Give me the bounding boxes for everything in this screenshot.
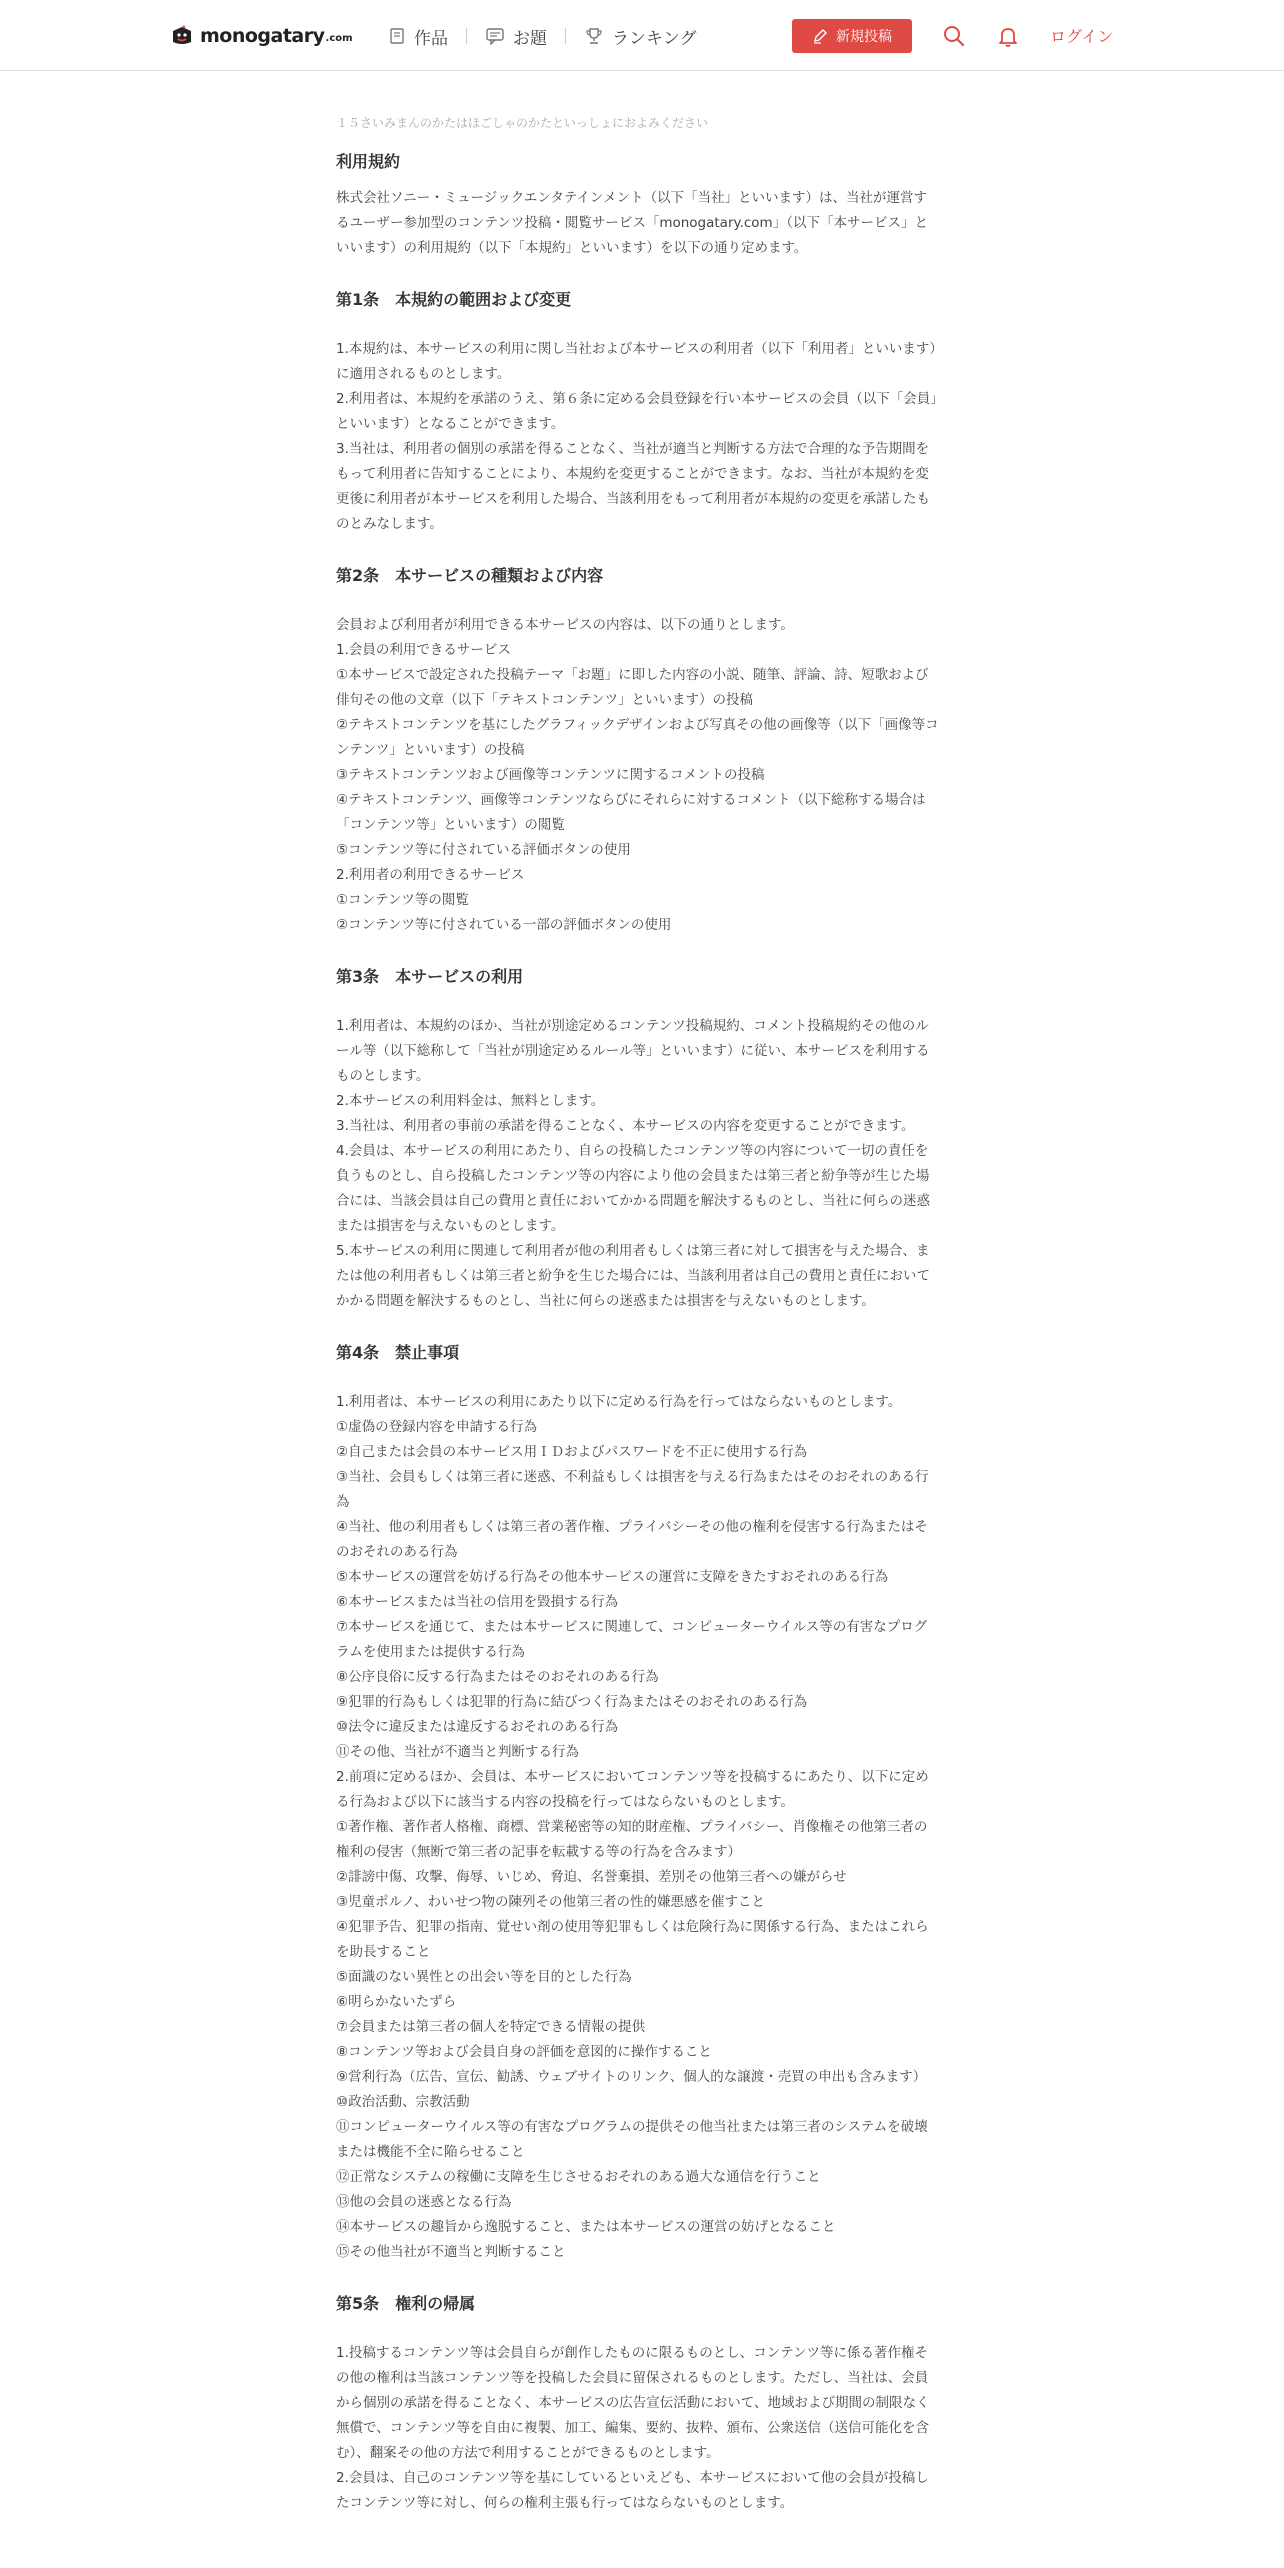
new-post-button[interactable] bbox=[792, 19, 912, 53]
terms-content bbox=[336, 112, 940, 2516]
section-line: ④当社、他の利用者もしくは第三者の著作権、プライバシーその他の権利を侵害する行為またはそのおそれのある行為 bbox=[336, 1519, 928, 1560]
section-line: ⑨営利行為（広告、宣伝、勧誘、ウェブサイトのリンク、個人的な譲渡・売買の申出も含みます） bbox=[336, 2069, 927, 2085]
section-line: ③当社、会員もしくは第三者に迷惑、不利益もしくは損害を与える行為またはそのおそれのある行為 bbox=[336, 1469, 929, 1510]
section-line: 3.当社は、利用者の事前の承諾を得ることなく、本サービスの内容を変更することができます。 bbox=[336, 1118, 915, 1134]
section-line: ①虚偽の登録内容を申請する行為 bbox=[336, 1419, 538, 1435]
section-line: ⑮その他当社が不適当と判断すること bbox=[336, 2244, 566, 2260]
section-line: ④犯罪予告、犯罪の指南、覚せい剤の使用等犯罪もしくは危険行為に関係する行為、またはこれらを助長すること bbox=[336, 1919, 929, 1960]
nav-divider bbox=[565, 28, 566, 44]
section-line: ⑩政治活動、宗教活動 bbox=[336, 2094, 470, 2110]
section-line: ⑨犯罪的行為もしくは犯罪的行為に結びつく行為またはそのおそれのある行為 bbox=[336, 1694, 808, 1710]
section-line: ①コンテンツ等の閲覧 bbox=[336, 892, 469, 908]
section-line: 会員および利用者が利用できる本サービスの内容は、以下の通りとします。 bbox=[336, 617, 794, 633]
section-line: ⑧コンテンツ等および会員自身の評価を意図的に操作すること bbox=[336, 2044, 712, 2060]
new-post-label: 新規投稿 bbox=[836, 29, 892, 45]
logo-text: monogatary bbox=[200, 25, 325, 47]
section-line: ⑦会員または第三者の個人を特定できる情報の提供 bbox=[336, 2019, 646, 2035]
section-line: ⑤面識のない異性との出会い等を目的とした行為 bbox=[336, 1969, 632, 1985]
main-nav bbox=[388, 22, 697, 50]
section-line: ⑪コンピューターウイルス等の有害なプログラムの提供その他当社または第三者のシステムを破壊または機能不全に陥らせること bbox=[336, 2119, 928, 2160]
nav-ranking-label: ランキング bbox=[612, 28, 697, 49]
intro-paragraph: 株式会社ソニー・ミュージックエンタテインメント（以下「当社」といいます）は、当社が運営するユーザー参加型のコンテンツ投稿・閲覧サービス「monogatary.com」（以下「本サービス」といいます）の利用規約（以下「本規約」といいます）を以下の通り定めます。 bbox=[336, 190, 928, 256]
section-body bbox=[336, 1014, 940, 1314]
terms-sections bbox=[336, 287, 940, 2516]
section-line: ⑬他の会員の迷惑となる行為 bbox=[336, 2194, 512, 2210]
section-title: 第4条 禁止事項 bbox=[336, 1343, 460, 1362]
section-line: ⑤コンテンツ等に付されている評価ボタンの使用 bbox=[336, 842, 631, 858]
section-line: 1.利用者は、本サービスの利用にあたり以下に定める行為を行ってはならないものとします。 bbox=[336, 1394, 902, 1410]
section-line: ③児童ポルノ、わいせつ物の陳列その他第三者の性的嫌悪感を催すこと bbox=[336, 1894, 765, 1910]
logo-suffix: .com bbox=[325, 33, 353, 44]
section-title: 第2条 本サービスの種類および内容 bbox=[336, 566, 604, 585]
terms-section bbox=[336, 2291, 940, 2516]
section-title: 第3条 本サービスの利用 bbox=[336, 967, 524, 986]
trophy-icon bbox=[584, 27, 604, 45]
logo-mark-icon bbox=[170, 24, 194, 48]
section-line: ③テキストコンテンツおよび画像等コンテンツに関するコメントの投稿 bbox=[336, 767, 765, 783]
section-title: 第1条 本規約の範囲および変更 bbox=[336, 290, 572, 309]
section-line: ⑦本サービスを通じて、または本サービスに関連して、コンピューターウイルス等の有害なプログラムを使用または提供する行為 bbox=[336, 1619, 928, 1660]
pen-icon bbox=[812, 28, 828, 44]
section-line: 2.会員は、自己のコンテンツ等を基にしているといえども、本サービスにおいて他の会員が投稿したコンテンツ等に対し、何らの権利主張も行ってはならないものとします。 bbox=[336, 2470, 929, 2511]
section-body bbox=[336, 1390, 940, 2265]
section-line: ①本サービスで設定された投稿テーマ「お題」に即した内容の小説、随筆、評論、詩、短歌および俳句その他の文章（以下「テキストコンテンツ」といいます）の投稿 bbox=[336, 667, 929, 708]
nav-works-label: 作品 bbox=[414, 28, 448, 49]
section-line: ②自己または会員の本サービス用ＩＤおよびパスワードを不正に使用する行為 bbox=[336, 1444, 808, 1460]
section-line: 4.会員は、本サービスの利用にあたり、自らの投稿したコンテンツ等の内容について一切の責任を負うものとし、自ら投稿したコンテンツ等の内容により他の会員または第三者と紛争等が生じた場合には、当該会員は自己の費用と責任においてかかる問題を解決するものとし、当社に何らの迷惑または損害を与えないものとします。 bbox=[336, 1143, 930, 1234]
login-link[interactable]: ログイン bbox=[1050, 27, 1114, 46]
terms-section bbox=[336, 1340, 940, 2265]
nav-topics-label: お題 bbox=[513, 28, 547, 49]
section-line: 1.本規約は、本サービスの利用に関し当社および本サービスの利用者（以下「利用者」といいます）に適用されるものとします。 bbox=[336, 341, 937, 382]
section-line: ④テキストコンテンツ、画像等コンテンツならびにそれらに対するコメント（以下総称する場合は「コンテンツ等」といいます）の閲覧 bbox=[336, 792, 926, 833]
section-line: 5.本サービスの利用に関連して利用者が他の利用者もしくは第三者に対して損害を与えた場合、または他の利用者もしくは第三者と紛争を生じた場合には、当該利用者は自己の費用と責任においてかかる問題を解決するものとし、当社に何らの迷惑または損害を与えないものとします。 bbox=[336, 1243, 930, 1309]
nav-works[interactable] bbox=[388, 24, 448, 49]
section-line: ⑧公序良俗に反する行為またはそのおそれのある行為 bbox=[336, 1669, 659, 1685]
section-body bbox=[336, 2341, 940, 2516]
section-line: 1.利用者は、本規約のほか、当社が別途定めるコンテンツ投稿規約、コメント投稿規約その他のルール等（以下総称して「当社が別途定めるルール等」といいます）に従い、本サービスを利用するものとします。 bbox=[336, 1018, 930, 1084]
section-line: 1.会員の利用できるサービス bbox=[336, 642, 511, 658]
nav-divider bbox=[466, 28, 467, 44]
section-line: ②誹謗中傷、攻撃、侮辱、いじめ、脅迫、名誉棄損、差別その他第三者への嫌がらせ bbox=[336, 1869, 847, 1885]
section-line: ②コンテンツ等に付されている一部の評価ボタンの使用 bbox=[336, 917, 672, 933]
nav-topics[interactable] bbox=[485, 24, 547, 49]
terms-section bbox=[336, 964, 940, 1314]
speech-bubble-icon bbox=[485, 27, 505, 45]
age-notice: １５さいみまんのかたはほごしゃのかたといっしょにおよみください bbox=[336, 116, 709, 130]
search-icon bbox=[942, 24, 966, 48]
terms-section bbox=[336, 563, 940, 938]
section-line: 1.投稿するコンテンツ等は会員自らが創作したものに限るものとし、コンテンツ等に係る著作権その他の権利は当該コンテンツ等を投稿した会員に留保されるものとします。ただし、当社は、会員から個別の承諾を得ることなく、本サービスの広告宣伝活動において、地域および期間の制限なく無償で、コンテンツ等を自由に複製、加工、編集、要約、抜粋、頒布、公衆送信（送信可能化を含む）、翻案その他の方法で利用することができるものとします。 bbox=[336, 2345, 930, 2461]
section-line: ⑭本サービスの趣旨から逸脱すること、または本サービスの運営の妨げとなること bbox=[336, 2219, 836, 2235]
notification-button[interactable] bbox=[993, 21, 1023, 51]
section-body bbox=[336, 613, 940, 938]
section-line: ①著作権、著作者人格権、商標、営業秘密等の知的財産権、プライバシー、肖像権その他第三者の権利の侵害（無断で第三者の記事を転載する等の行為を含みます） bbox=[336, 1819, 928, 1860]
section-line: 2.利用者の利用できるサービス bbox=[336, 867, 525, 883]
site-header bbox=[0, 0, 1284, 71]
section-line: 2.利用者は、本規約を承諾のうえ、第６条に定める会員登録を行い本サービスの会員（以下「会員」といいます）となることができます。 bbox=[336, 391, 937, 432]
section-line: 3.当社は、利用者の個別の承諾を得ることなく、当社が適当と判断する方法で合理的な予告期間をもって利用者に告知することにより、本規約を変更することができます。なお、当社が本規約を変更後に利用者が本サービスを利用した場合、当該利用をもって利用者が本規約の変更を承諾したものとみなします。 bbox=[336, 441, 930, 532]
section-line: ⑪その他、当社が不適当と判断する行為 bbox=[336, 1744, 579, 1760]
page-title: 利用規約 bbox=[336, 152, 401, 171]
terms-section bbox=[336, 287, 940, 537]
section-line: ⑫正常なシステムの稼働に支障を生じさせるおそれのある過大な通信を行うこと bbox=[336, 2169, 821, 2185]
section-line: ⑩法令に違反または違反するおそれのある行為 bbox=[336, 1719, 619, 1735]
nav-ranking[interactable] bbox=[584, 24, 697, 49]
section-line: ②テキストコンテンツを基にしたグラフィックデザインおよび写真その他の画像等（以下「画像等コンテンツ」といいます）の投稿 bbox=[336, 717, 939, 758]
section-line: ⑥明らかないたずら bbox=[336, 1994, 457, 2010]
bell-icon bbox=[996, 24, 1020, 48]
section-line: ⑥本サービスまたは当社の信用を毀損する行為 bbox=[336, 1594, 619, 1610]
section-body bbox=[336, 337, 940, 537]
section-line: 2.本サービスの利用料金は、無料とします。 bbox=[336, 1093, 605, 1109]
search-button[interactable] bbox=[939, 21, 969, 51]
section-line: 2.前項に定めるほか、会員は、本サービスにおいてコンテンツ等を投稿するにあたり、以下に定める行為および以下に該当する内容の投稿を行ってはならないものとします。 bbox=[336, 1769, 929, 1810]
book-icon bbox=[388, 27, 406, 45]
section-line: ⑤本サービスの運営を妨げる行為その他本サービスの運営に支障をきたすおそれのある行為 bbox=[336, 1569, 889, 1585]
section-title: 第5条 権利の帰属 bbox=[336, 2294, 476, 2313]
site-logo[interactable] bbox=[170, 22, 353, 50]
